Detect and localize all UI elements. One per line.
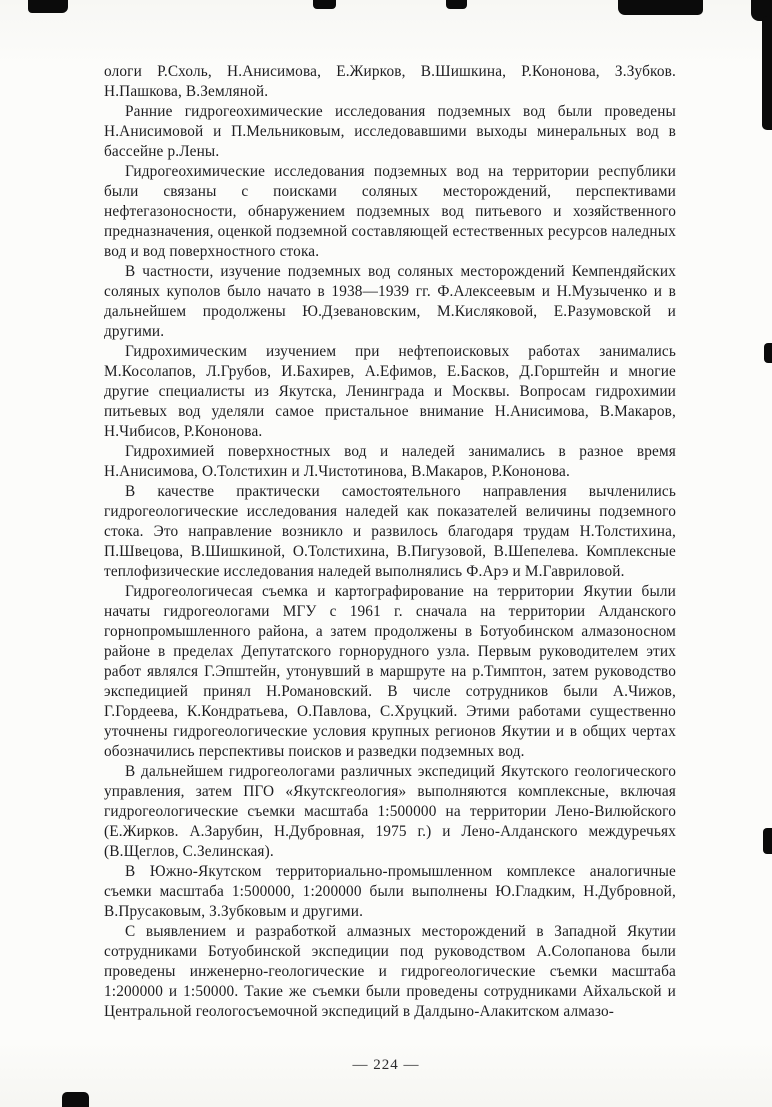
paragraph: Гидрохимическим изучением при нефтепоисковых работах занимались М.Косолапов, Л.Грубов, И.Бахирев, А.Ефимов, Е.Басков, Д.Горштейн и многие другие специалисты из Якутска, Ленинграда и Москвы. Вопросам гидрохимии питьевых вод уделяли самое пристальное внимание Н.Анисимова, В.Макаров, Н.Чибисов, Р.Кононова.	[104, 343, 676, 440]
scan-artifact	[28, 0, 68, 13]
scan-artifact	[618, 0, 703, 15]
scan-artifact	[446, 0, 467, 9]
scan-artifact	[313, 0, 336, 9]
scan-artifact	[62, 1092, 89, 1107]
paragraph: ологи Р.Схоль, Н.Анисимова, Е.Жирков, В.Шишкина, Р.Кононова, З.Зубков. Н.Пашкова, В.Земляной.	[104, 63, 676, 100]
page-text	[104, 62, 676, 1022]
paragraph: В частности, изучение подземных вод соляных месторождений Кемпендяйских соляных куполов было начато в 1938—1939 гг. Ф.Алексеевым и Н.Музыченко и в дальнейшем продолжены Ю.Дзевановским, М.Кисляковой, Е.Разумовской и другими.	[104, 263, 676, 340]
scan-artifact	[764, 343, 772, 363]
paragraph: В Южно-Якутском территориально-промышленном комплексе аналогичные съемки масштаба 1:500000, 1:200000 были выполнены Ю.Гладким, Н.Дубровной, В.Прусаковым, З.Зубковым и другими.	[104, 863, 676, 920]
paragraph: Гидрогеохимические исследования подземных вод на территории республики были связаны с поисками соляных месторождений, перспективами нефтегазоносности, обнаружением подземных вод питьевого и хозяйственного предназначения, оценкой подземной составляющей естественных ресурсов наледных вод и вод поверхностного стока.	[104, 163, 676, 260]
paragraph: Ранние гидрогеохимические исследования подземных вод были проведены Н.Анисимовой и П.Мельниковым, исследовавшими выходы минеральных вод в бассейне р.Лены.	[104, 103, 676, 160]
paragraph: В качестве практически самостоятельного направления вычленились гидрогеологические исследования наледей как показателей величины подземного стока. Это направление возникло и развилось благодаря трудам Н.Толстихина, П.Швецова, В.Шишкиной, О.Толстихина, В.Пигузовой, В.Шепелева. Комплексные теплофизические исследования наледей выполнялись Ф.Арэ и М.Гавриловой.	[104, 483, 676, 580]
paragraph: С выявлением и разработкой алмазных месторождений в Западной Якутии сотрудниками Ботуобинской экспедиции под руководством А.Солопанова были проведены инженерно-геологические и гидрогеологические съемки масштаба 1:200000 и 1:50000. Такие же съемки были проведены сотрудниками Айхальской и Центральной геологосъемочной экспедиций в Далдыно-Алакитском алмазо-	[104, 923, 676, 1020]
paragraph: В дальнейшем гидрогеологами различных экспедиций Якутского геологического управления, затем ПГО «Якутскгеология» выполняются комплексные, включая гидрогеологические съемки масштаба 1:500000 на территории Лено-Вилюйского (Е.Жирков. А.Зарубин, Н.Дубровная, 1975 г.) и Лено-Алданского междуречьях (В.Щеглов, С.Зелинская).	[104, 763, 676, 860]
paragraph: Гидрохимией поверхностных вод и наледей занимались в разное время Н.Анисимова, О.Толстихин и Л.Чистотинова, В.Макаров, Р.Кононова.	[104, 443, 676, 480]
scan-artifact	[762, 16, 772, 130]
paragraph: Гидрогеологичесая съемка и картографирование на территории Якутии были начаты гидрогеологами МГУ с 1961 г. сначала на территории Алданского горнопромышленного района, а затем продолжены в Ботуобинском алмазоносном районе в пределах Депутатского горнорудного узла. Первым руководителем этих работ являлся Г.Эпштейн, утонувший в маршруте на р.Тимптон, затем руководство экспедицией принял Н.Романовский. В числе сотрудников были А.Чижов, Г.Гордеева, К.Кондратьева, О.Павлова, С.Хруцкий. Этими работами существенно уточнены гидрогеологические условия крупных регионов Якутии и в общих чертах обозначились перспективы поисков и разведки подземных вод.	[104, 583, 676, 760]
scan-artifact	[763, 828, 772, 854]
page-number: — 224 —	[352, 1057, 420, 1073]
